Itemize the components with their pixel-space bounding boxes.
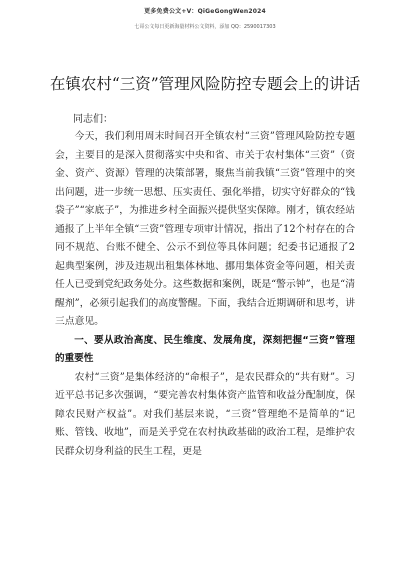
greeting: 同志们： (73, 114, 113, 125)
document-title: 在镇农村“三资”管理风险防控专题会上的讲话 (49, 75, 361, 93)
header-promo-text: 更多免费公文+V：QiGeGongWen2024 (144, 8, 266, 15)
paragraph-section-1: 农村“三资”是集体经济的“命根子”，是农民群众的“共有财”。习近平总书记多次强调，“要完善农村集体资产监管和收益分配制度，保障农民财产权益”。对我们基层来说，“三资”管理绝不是简单的“记账、管钱、收地”，而是关乎党在农村执政基础的政治工程，是维护农民群众切身利益的民生工程，更是 (55, 371, 355, 457)
section-heading-1: 一、要从政治高度、民生维度、发展角度，深刻把握“三资”管理的重要性 (55, 334, 355, 364)
document-header (0, 6, 410, 15)
header-source-text: 七哥公文每日更新海量材料公文资料，添加 QQ：2590017303 (134, 24, 276, 30)
paragraph-intro: 今天，我们利用周末时间召开全镇农村“三资”管理风险防控专题会，主要目的是深入贯彻落实中央和省、市关于农村集体“三资”（资金、资产、资源）管理的决策部署，聚焦当前我镇“三资”管理中的突出问题，进一步统一思想、压实责任、强化举措，切实守好群众的“钱袋子”“家底子”，为推进乡村全面振兴提供坚实保障。刚才，镇农经站通报了上半年全镇“三资”管理专项审计情况，指出了12个村存在的合同不规范、台账不健全、公示不到位等具体问题；纪委书记通报了2起典型案例，涉及违规出租集体林地、挪用集体资金等问题，相关责任人已受到党纪政务处分。这些数据和案例，既是“警示钟”，也是“清醒剂”，必须引起我们的高度警醒。下面，我结合近期调研和思考，讲三点意见。 (55, 131, 355, 327)
document-body (55, 128, 355, 461)
